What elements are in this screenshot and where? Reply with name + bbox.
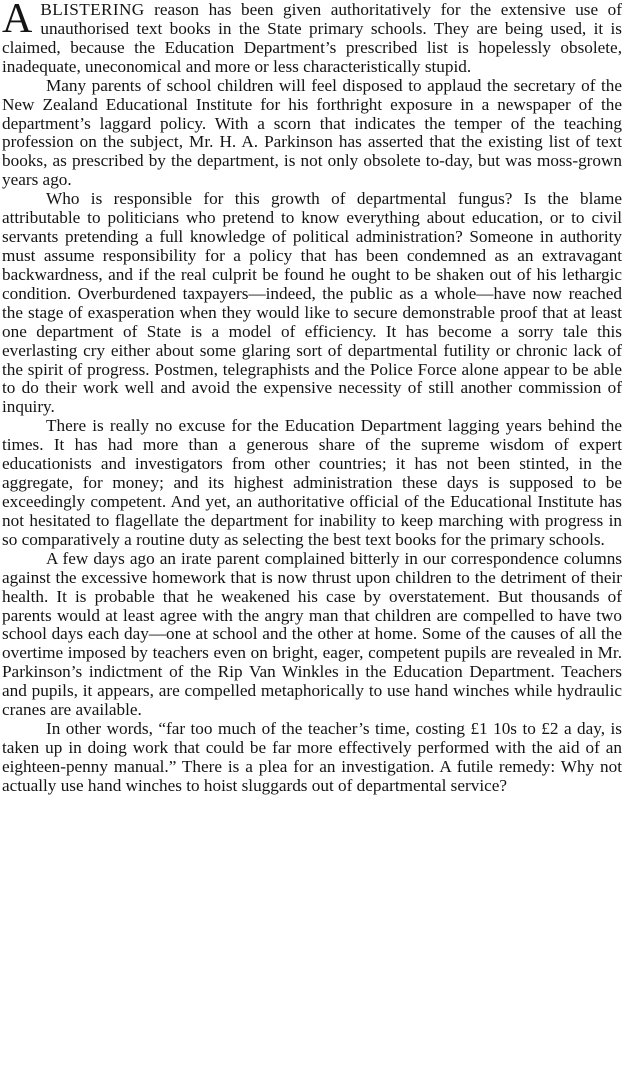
article-paragraph-5: A few days ago an irate parent complained bitterly in our correspondence columns against the excessive homework that is now thrust upon children to the detriment of their health. It is probable that he weakened his case by overstatement. But thousands of parents would at least agree with the angry man that children are compelled to have two school days each day—one at school and the other at home. Some of the causes of all the overtime imposed by teachers even on bright, eager, competent pupils are revealed in Mr. Parkinson’s indictment of the Rip Van Winkles in the Education Department. Teachers and pupils, it appears, are compelled metaphorically to use hand winches while hydraulic cranes are available.: [2, 548, 622, 720]
paragraph-1-text: reason has been given authoritatively for the extensive use of unauthorised text books in the State primary schools. They are being used, it is claimed, because the Education Department’s prescribed list is hopelessly obsolete, inadequate, uneconomical and more or less characteristically stupid.: [2, 0, 622, 76]
opening-word: BLISTERING: [40, 0, 145, 19]
article-paragraph-4: There is really no excuse for the Education Department lagging years behind the times. It has had more than a generous share of the supreme wisdom of expert educationists and investigators from other countries; it has not been stinted, in the aggregate, for money; and its highest administration these days is supposed to be exceedingly competent. And yet, an authoritative official of the Educational Institute has not hesitated to flagellate the department for inability to keep marching with progress in so comparatively a routine duty as selecting the best text books for the primary schools.: [2, 416, 622, 549]
article-paragraph-1: [2, 1, 622, 77]
article-paragraph-2: Many parents of school children will feel disposed to applaud the secretary of the New Zealand Educational Institute for his forthright exposure in a newspaper of the department’s laggard policy. With a scorn that indicates the temper of the teaching profession on the subject, Mr. H. A. Parkinson has asserted that the existing list of text books, as prescribed by the department, is not only obsolete to-day, but was moss-grown years ago.: [2, 75, 622, 190]
drop-cap: A: [2, 0, 33, 42]
article-paragraph-6: In other words, “far too much of the teacher’s time, costing £1 10s to £2 a day, is taken up in doing work that could be far more effectively performed with the aid of an eighteen-penny manual.” There is a plea for an investigation. A futile remedy: Why not actually use hand winches to hoist sluggards out of departmental service?: [2, 719, 622, 795]
article-paragraph-3: Who is responsible for this growth of departmental fungus? Is the blame attributable to politicians who pretend to know everything about education, or to civil servants pretending a full knowledge of political administration? Someone in authority must assume responsibility for a policy that has been condemned as an extravagant backwardness, and if the real culprit be found he ought to be shaken out of his lethargic condition. Overburdened taxpayers—indeed, the public as a whole—have now reached the stage of exasperation when they would like to secure demonstrable proof that at least one department of State is a model of efficiency. It has become a sorry tale this everlasting cry either about some glaring sort of departmental futility or chronic lack of the spirit of progress. Postmen, telegraphists and the Police Force alone appear to be able to do their work well and avoid the expensive necessity of still another commission of inquiry.: [2, 189, 622, 417]
